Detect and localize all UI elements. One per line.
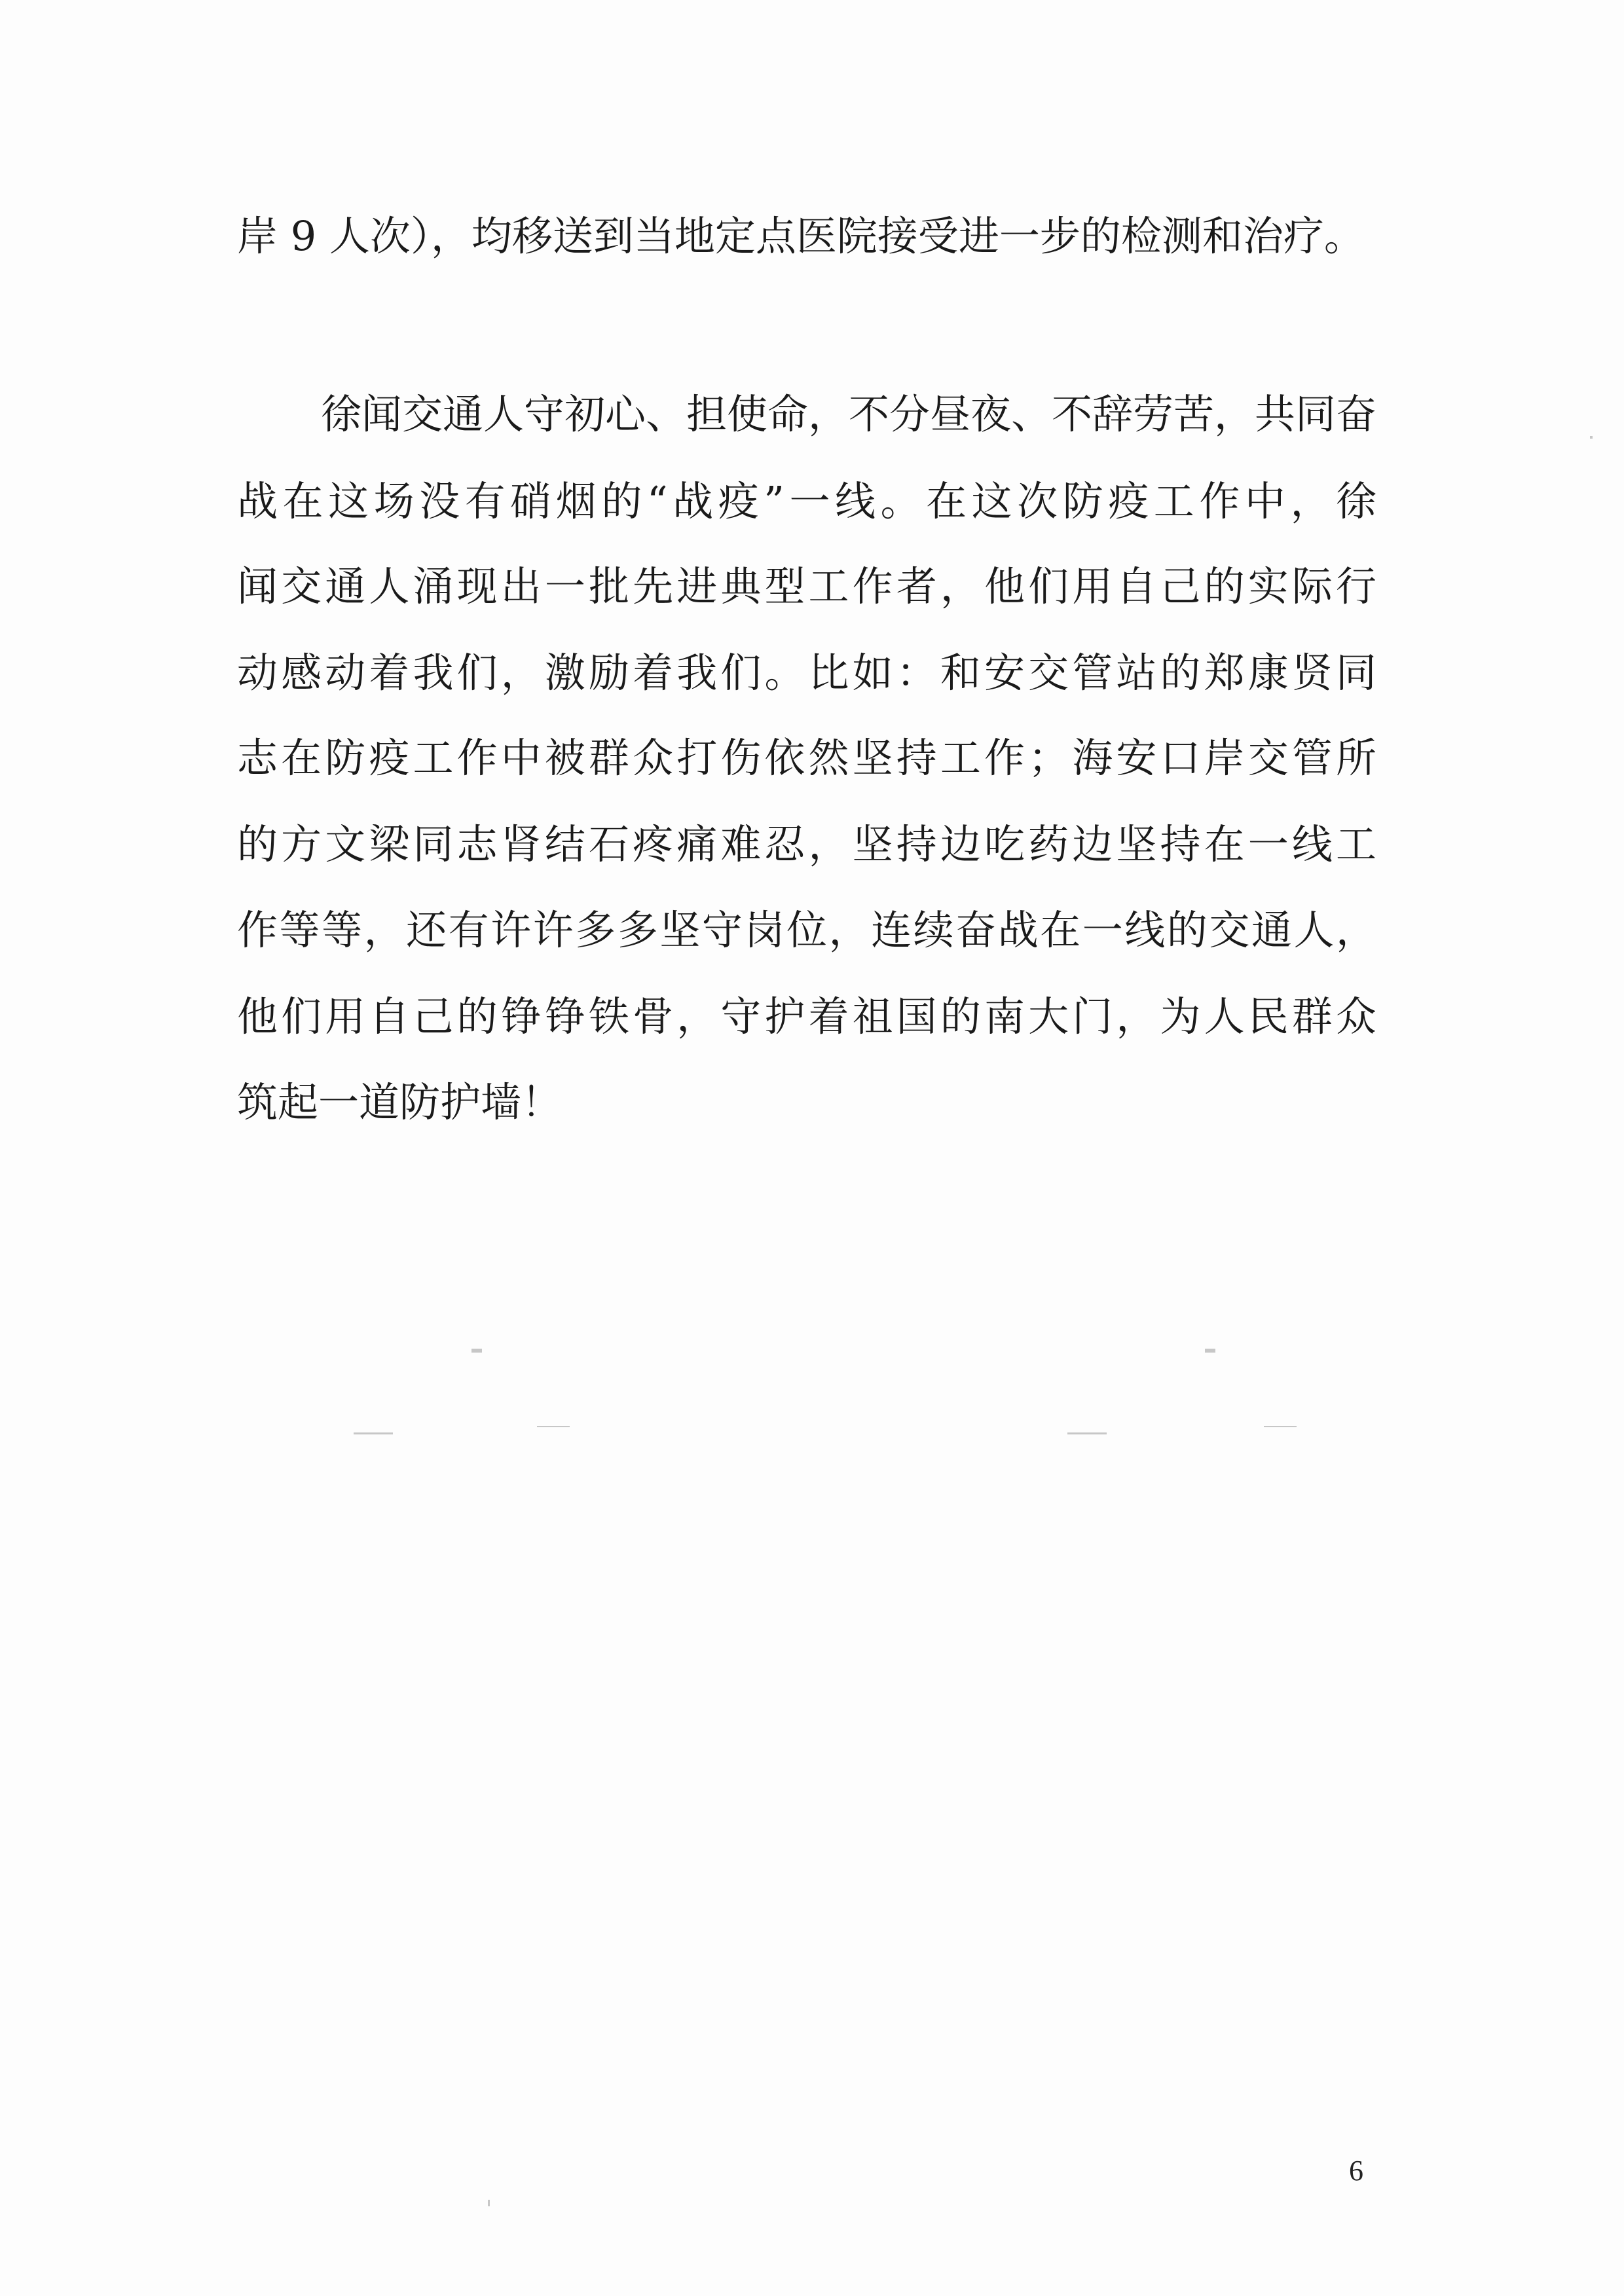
page-number: 6 — [1349, 2155, 1363, 2187]
continuation-line: 岸 9 人次），均移送到当地定点医院接受进一步的检测和治疗。 — [237, 212, 1365, 260]
scan-artifact — [1590, 436, 1593, 439]
paragraph-line: 动感动着我们，激励着我们。比如：和安交管站的郑康贤同 — [237, 649, 1376, 697]
scan-artifact — [471, 1349, 482, 1353]
paragraph-line: 闻交通人涌现出一批先进典型工作者，他们用自己的实际行 — [237, 562, 1376, 610]
paragraph-line: 战在这场没有硝烟的“战疫”一线。在这次防疫工作中，徐 — [237, 477, 1376, 525]
paragraph-line: 作等等，还有许许多多坚守岗位，连续奋战在一线的交通人， — [237, 906, 1376, 954]
scan-artifact — [1264, 1426, 1297, 1427]
scan-artifact — [354, 1432, 393, 1434]
paragraph-line: 的方文梁同志肾结石疼痛难忍，坚持边吃药边坚持在一线工 — [237, 820, 1376, 868]
scan-artifact — [1205, 1349, 1215, 1353]
paragraph-line: 筑起一道防护墙！ — [237, 1078, 563, 1126]
scan-artifact — [488, 2200, 490, 2206]
scan-artifact — [1067, 1432, 1107, 1434]
paragraph-line: 徐闻交通人守初心、担使命，不分昼夜、不辞劳苦，共同奋 — [321, 390, 1377, 438]
scan-artifact — [537, 1426, 570, 1427]
paragraph-line: 志在防疫工作中被群众打伤依然坚持工作；海安口岸交管所 — [237, 734, 1376, 782]
paragraph-line: 他们用自己的铮铮铁骨，守护着祖国的南大门，为人民群众 — [237, 993, 1376, 1040]
